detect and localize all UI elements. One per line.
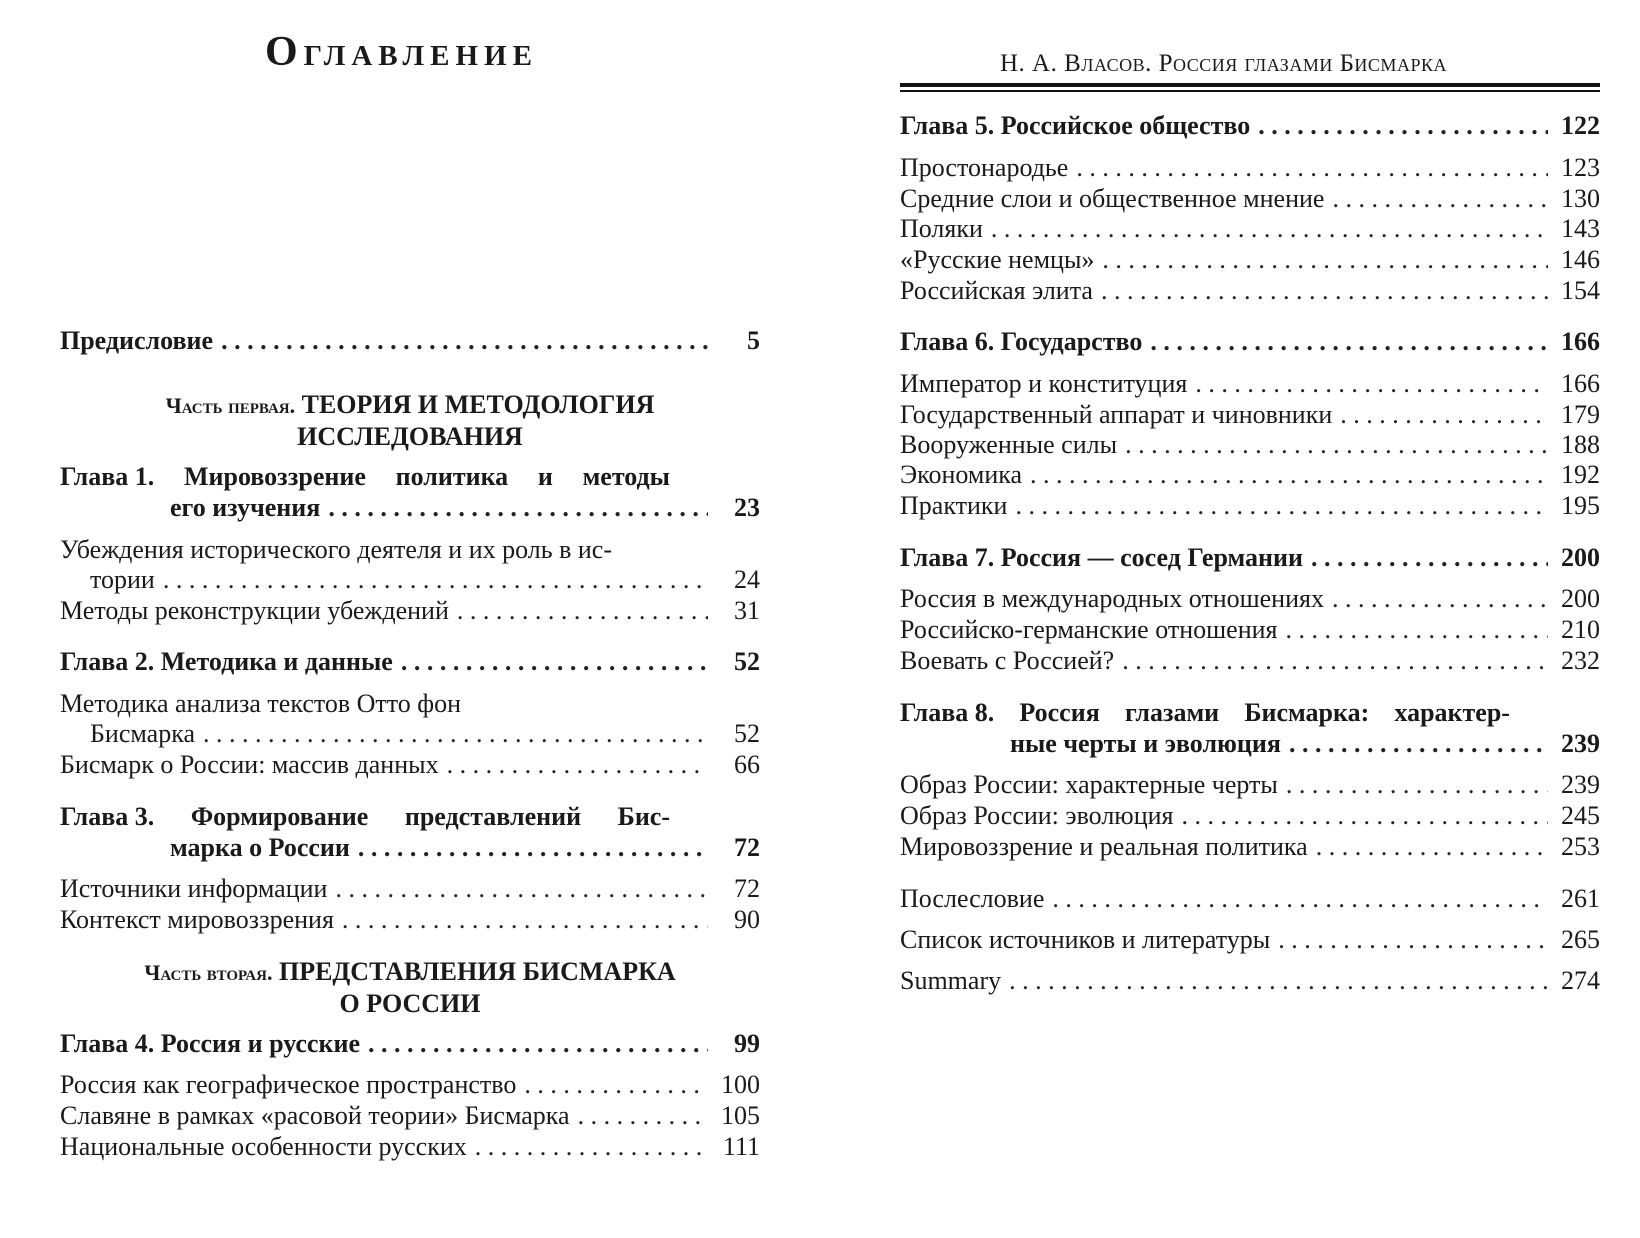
leader-dots bbox=[1009, 965, 1548, 997]
toc-section[interactable] bbox=[60, 1069, 760, 1101]
toc-section[interactable] bbox=[900, 368, 1600, 400]
part-heading-1 bbox=[60, 389, 760, 452]
leader-dots bbox=[578, 1100, 708, 1132]
toc-word: Бис- bbox=[617, 802, 670, 831]
toc-label: Глава 7. Россия — сосед Германии bbox=[900, 543, 1303, 572]
toc-label: Образ России: характерные черты bbox=[900, 770, 1278, 799]
toc-word: Глава 1. bbox=[60, 462, 155, 491]
toc-section-line1[interactable]: Методика анализа текстов Отто фон bbox=[60, 689, 462, 718]
toc-section-line1[interactable]: Убеждения исторического деятеля и их роль в ис- bbox=[60, 535, 613, 564]
toc-entry-preface[interactable] bbox=[60, 325, 760, 357]
toc-section[interactable] bbox=[60, 1131, 760, 1163]
leader-dots bbox=[221, 325, 708, 357]
toc-section[interactable] bbox=[900, 645, 1600, 677]
leader-dots bbox=[401, 646, 708, 678]
toc-section[interactable] bbox=[900, 769, 1600, 801]
toc-label: Summary bbox=[900, 966, 1002, 995]
toc-page-number: 239 bbox=[1561, 770, 1600, 799]
toc-label: Национальные особенности русских bbox=[60, 1132, 467, 1161]
toc-label: Список источников и литературы bbox=[900, 925, 1271, 954]
part-prefix: Часть вторая. bbox=[144, 960, 273, 985]
toc-section[interactable] bbox=[900, 614, 1600, 646]
toc-label: Источники информации bbox=[60, 874, 328, 903]
toc-page-number: 122 bbox=[1561, 111, 1600, 140]
toc-section[interactable] bbox=[900, 213, 1600, 245]
toc-label: Государственный аппарат и чиновники bbox=[900, 400, 1333, 429]
toc-label: Глава 6. Государство bbox=[900, 327, 1143, 356]
toc-page-number: 274 bbox=[1561, 966, 1600, 995]
leader-dots bbox=[1101, 275, 1548, 307]
toc-label: Глава 4. Россия и русские bbox=[60, 1029, 360, 1058]
toc-page-number: 99 bbox=[734, 1029, 760, 1058]
toc-page-number: 111 bbox=[722, 1132, 760, 1161]
toc-label: Вооруженные силы bbox=[900, 430, 1118, 459]
part-title-line1: ТЕОРИЯ И МЕТОДОЛОГИЯ bbox=[301, 390, 655, 419]
toc-page-number: 166 bbox=[1561, 369, 1600, 398]
toc-section[interactable] bbox=[900, 490, 1600, 522]
toc-page-number: 166 bbox=[1561, 327, 1600, 356]
toc-page-number: 195 bbox=[1561, 491, 1600, 520]
toc-label: Контекст мировоззрения bbox=[60, 905, 334, 934]
leader-dots bbox=[1311, 542, 1548, 574]
toc-page-number: 66 bbox=[734, 750, 760, 779]
toc-page-number: 143 bbox=[1561, 214, 1600, 243]
toc-page-number: 100 bbox=[721, 1070, 760, 1099]
toc-section[interactable] bbox=[900, 459, 1600, 491]
toc-section[interactable] bbox=[60, 718, 760, 750]
toc-label: Мировоззрение и реальная политика bbox=[900, 832, 1308, 861]
toc-section[interactable] bbox=[60, 1100, 760, 1132]
part-heading-2 bbox=[60, 956, 760, 1019]
toc-chapter-4[interactable] bbox=[60, 1028, 760, 1060]
toc-entry-sources[interactable] bbox=[900, 924, 1600, 956]
toc-word: Бисмарка: bbox=[1244, 698, 1370, 727]
toc-page-number: 31 bbox=[734, 596, 760, 625]
toc-page-number: 72 bbox=[734, 874, 760, 903]
toc-section[interactable] bbox=[900, 244, 1600, 276]
toc-page-number: 90 bbox=[734, 905, 760, 934]
toc-label: Методы реконструкции убеждений bbox=[60, 596, 449, 625]
toc-page-number: 5 bbox=[747, 326, 760, 355]
running-head: Н. А. Власов. Россия глазами Бисмарка bbox=[1000, 50, 1447, 77]
toc-label: Образ России: эволюция bbox=[900, 801, 1174, 830]
toc-label: Простонародье bbox=[900, 153, 1069, 182]
leader-dots bbox=[524, 1069, 708, 1101]
leader-dots bbox=[1332, 183, 1548, 215]
toc-section[interactable] bbox=[900, 183, 1600, 215]
leader-dots bbox=[1102, 244, 1548, 276]
toc-chapter-6[interactable] bbox=[900, 326, 1600, 358]
leader-dots bbox=[1052, 883, 1548, 915]
toc-label: Бисмарк о России: массив данных bbox=[60, 750, 439, 779]
toc-chapter-5[interactable] bbox=[900, 110, 1600, 142]
toc-label: Россия как географическое пространство bbox=[60, 1070, 517, 1099]
toc-label: его изучения bbox=[170, 493, 321, 522]
toc-section[interactable] bbox=[900, 429, 1600, 461]
leader-dots bbox=[163, 564, 708, 596]
toc-page-number: 105 bbox=[721, 1101, 760, 1130]
toc-label: Поляки bbox=[900, 214, 983, 243]
leader-dots bbox=[1285, 614, 1548, 646]
leader-dots bbox=[1332, 583, 1548, 615]
toc-word: представлений bbox=[404, 802, 582, 831]
toc-section[interactable] bbox=[900, 152, 1600, 184]
toc-label: Практики bbox=[900, 491, 1008, 520]
toc-chapter-8-line1[interactable] bbox=[900, 697, 1510, 729]
toc-section[interactable] bbox=[900, 831, 1600, 863]
toc-word: Глава 3. bbox=[60, 802, 155, 831]
toc-page-number: 192 bbox=[1561, 460, 1600, 489]
part-title-line2: О РОССИИ bbox=[339, 989, 481, 1018]
leader-dots bbox=[358, 832, 708, 864]
toc-entry-afterword[interactable] bbox=[900, 883, 1600, 915]
leader-dots bbox=[1125, 429, 1548, 461]
toc-page-number: 188 bbox=[1561, 430, 1600, 459]
toc-section[interactable] bbox=[60, 904, 760, 936]
toc-label: Воевать с Россией? bbox=[900, 646, 1115, 675]
toc-chapter-1-line1[interactable] bbox=[60, 461, 670, 493]
toc-label: Глава 2. Методика и данные bbox=[60, 647, 393, 676]
toc-section[interactable] bbox=[900, 800, 1600, 832]
toc-label: тории bbox=[90, 565, 155, 594]
leader-dots bbox=[1122, 645, 1548, 677]
leader-dots bbox=[457, 595, 708, 627]
leader-dots bbox=[1015, 490, 1548, 522]
toc-label: Российско-германские отношения bbox=[900, 615, 1278, 644]
toc-word: Формирование bbox=[190, 802, 369, 831]
leader-dots bbox=[1286, 769, 1548, 801]
toc-entry-summary[interactable] bbox=[900, 965, 1600, 997]
toc-word: Мировоззрение bbox=[183, 462, 366, 491]
toc-chapter-3[interactable] bbox=[60, 832, 760, 864]
toc-section[interactable] bbox=[60, 873, 760, 905]
header-rule-thick bbox=[900, 83, 1600, 87]
toc-label: Бисмарка bbox=[90, 719, 195, 748]
leader-dots bbox=[1316, 831, 1548, 863]
leader-dots bbox=[368, 1028, 708, 1060]
toc-page-number: 200 bbox=[1561, 543, 1600, 572]
toc-page-number: 52 bbox=[734, 719, 760, 748]
toc-section[interactable] bbox=[60, 595, 760, 627]
leader-dots bbox=[475, 1131, 708, 1163]
header-rule-thin bbox=[900, 90, 1600, 92]
toc-label: Средние слои и общественное мнение bbox=[900, 184, 1325, 213]
toc-word: Россия bbox=[1019, 698, 1100, 727]
toc-chapter-8[interactable] bbox=[900, 728, 1600, 760]
page-title: Оглавление bbox=[265, 29, 538, 75]
toc-page-number: 179 bbox=[1561, 400, 1600, 429]
toc-page-number: 239 bbox=[1561, 729, 1600, 758]
leader-dots bbox=[1076, 152, 1548, 184]
leader-dots bbox=[1030, 459, 1548, 491]
toc-page-number: 52 bbox=[734, 647, 760, 676]
toc-label: марка о России bbox=[170, 833, 350, 862]
leader-dots bbox=[447, 749, 708, 781]
toc-word: характер- bbox=[1394, 698, 1510, 727]
toc-label: Россия в международных отношениях bbox=[900, 584, 1324, 613]
leader-dots bbox=[1195, 368, 1548, 400]
toc-section[interactable] bbox=[900, 399, 1600, 431]
leader-dots bbox=[1340, 399, 1548, 431]
toc-page-number: 23 bbox=[734, 493, 760, 522]
toc-section[interactable] bbox=[900, 583, 1600, 615]
toc-label: Славяне в рамках «расовой теории» Бисмарка bbox=[60, 1101, 570, 1130]
toc-word: глазами bbox=[1124, 698, 1220, 727]
toc-page-number: 146 bbox=[1561, 245, 1600, 274]
toc-label: Предисловие bbox=[60, 326, 214, 355]
toc-word: политика bbox=[395, 462, 509, 491]
toc-page-number: 265 bbox=[1561, 925, 1600, 954]
toc-chapter-1[interactable] bbox=[60, 492, 760, 524]
leader-dots bbox=[1150, 326, 1548, 358]
toc-page-number: 200 bbox=[1561, 584, 1600, 613]
part-title-line2: ИССЛЕДОВАНИЯ bbox=[297, 422, 523, 451]
part-prefix: Часть первая. bbox=[165, 393, 296, 418]
toc-page-number: 232 bbox=[1561, 646, 1600, 675]
toc-label: Император и конституция bbox=[900, 369, 1188, 398]
toc-page-number: 154 bbox=[1561, 276, 1600, 305]
leader-dots bbox=[342, 904, 708, 936]
leader-dots bbox=[1278, 924, 1548, 956]
leader-dots bbox=[1258, 110, 1548, 142]
leader-dots bbox=[335, 873, 708, 905]
toc-label: ные черты и эволюция bbox=[1010, 729, 1281, 758]
leader-dots bbox=[203, 718, 708, 750]
toc-page-number: 123 bbox=[1561, 153, 1600, 182]
toc-page-number: 210 bbox=[1561, 615, 1600, 644]
toc-section[interactable] bbox=[60, 564, 760, 596]
leader-dots bbox=[328, 492, 708, 524]
toc-chapter-2[interactable] bbox=[60, 646, 760, 678]
leader-dots bbox=[1289, 728, 1548, 760]
part-title-line1: ПРЕДСТАВЛЕНИЯ БИСМАРКА bbox=[278, 957, 676, 986]
toc-label: Экономика bbox=[900, 460, 1023, 489]
toc-section[interactable] bbox=[60, 749, 760, 781]
toc-label: Послесловие bbox=[900, 884, 1045, 913]
toc-word: и bbox=[537, 462, 553, 491]
toc-page-number: 261 bbox=[1561, 884, 1600, 913]
toc-page-number: 72 bbox=[734, 833, 760, 862]
toc-word: методы bbox=[582, 462, 670, 491]
toc-page-number: 245 bbox=[1561, 801, 1600, 830]
toc-chapter-3-line1[interactable] bbox=[60, 801, 670, 833]
leader-dots bbox=[991, 213, 1548, 245]
toc-section[interactable] bbox=[900, 275, 1600, 307]
toc-label: Глава 5. Российское общество bbox=[900, 111, 1251, 140]
leader-dots bbox=[1182, 800, 1548, 832]
toc-label: «Русские немцы» bbox=[900, 245, 1095, 274]
toc-page-number: 253 bbox=[1561, 832, 1600, 861]
toc-chapter-7[interactable] bbox=[900, 542, 1600, 574]
toc-label: Российская элита bbox=[900, 276, 1093, 305]
toc-page-number: 24 bbox=[734, 565, 760, 594]
toc-word: Глава 8. bbox=[900, 698, 995, 727]
toc-page-number: 130 bbox=[1561, 184, 1600, 213]
